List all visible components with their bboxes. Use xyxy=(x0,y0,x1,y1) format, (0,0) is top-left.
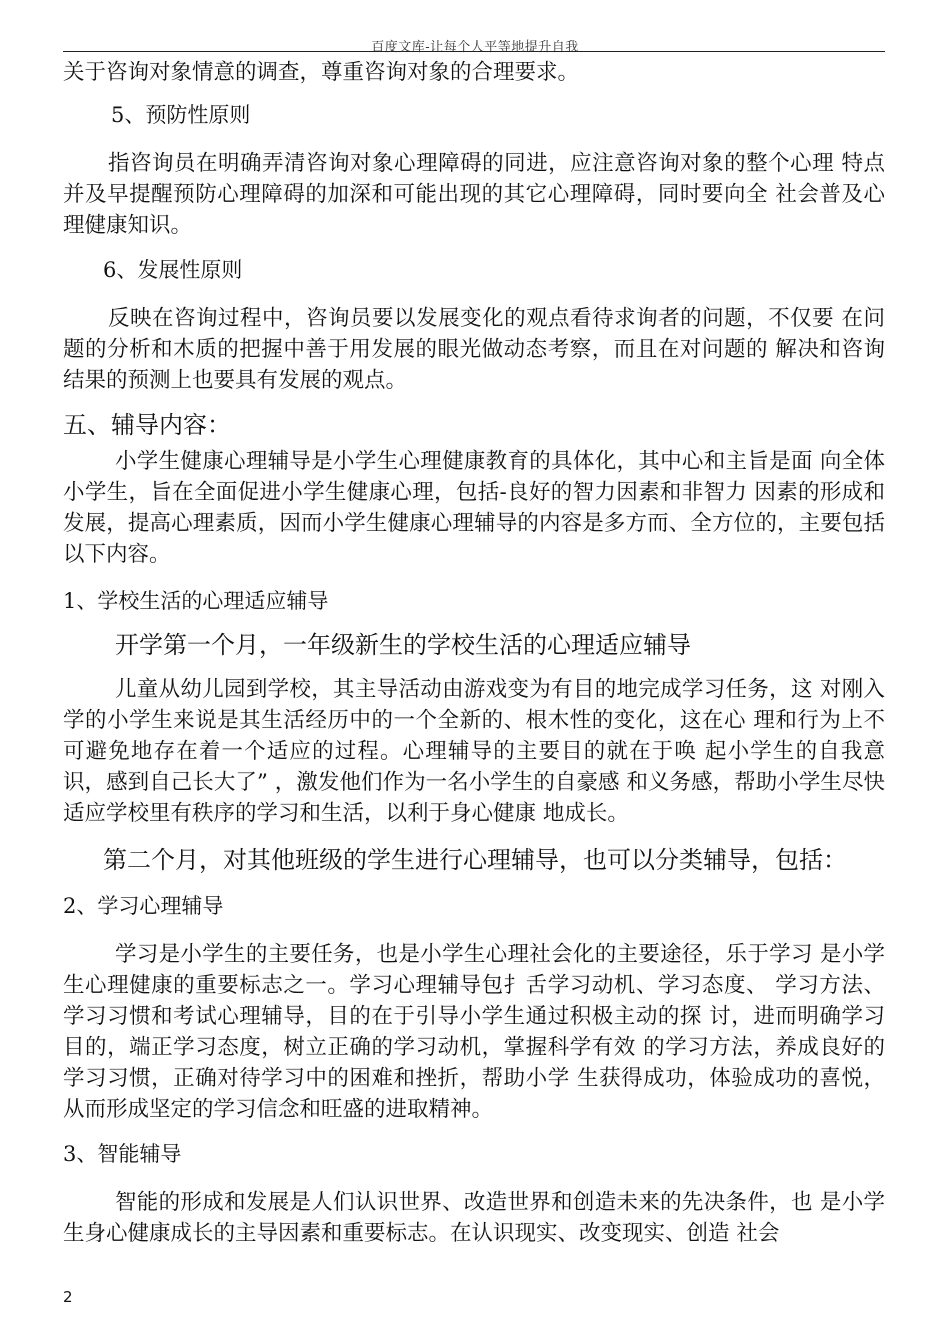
header-rule xyxy=(63,51,885,52)
page-number: 2 xyxy=(63,1288,73,1306)
heading-school-life-adaptation: 1、学校生活的心理适应辅导 xyxy=(63,589,329,613)
paragraph-intelligence-guidance: 智能的形成和发展是人们认识世界、改造世界和创造未来的先决条件，也 是小学生身心健康成长的主导因素和重要标志。在认识现实、改变现实、创造 社会 xyxy=(63,1190,885,1246)
heading-developmental-principle: 6、发展性原则 xyxy=(103,258,243,282)
paragraph-learning-guidance: 学习是小学生的主要任务，也是小学生心理社会化的主要途径，乐于学习 是小学生心理健康的重要标志之一。学习心理辅导包扌舌学习动机、学习态度、 学习方法、学习习惯和考试心理辅导，目的在于引导小学生通过积极主动的探 讨，进而明确学习目的，端正学习态度，树立正确的学习动机，掌握科学有效 的学习方法，养成良好的学习习惯，正确对待学习中的困难和挫折，帮助小学 生获得成功，体验成功的喜悦，从而形成坚定的学习信念和旺盛的进取精神。 xyxy=(63,942,885,1122)
subheading-second-month: 第二个月，对其他班级的学生进行心理辅导，也可以分类辅导，包括： xyxy=(103,846,847,874)
paragraph-developmental: 反映在咨询过程中，咨询员要以发展变化的观点看待求询者的问题，不仅要 在问题的分析和木质的把握中善于用发展的眼光做动态考察，而且在对问题的 解决和咨询结果的预测上也要具有发展的观点。 xyxy=(63,306,885,393)
page-header: 百度文库-让每个人平等地提升自我 xyxy=(371,40,579,55)
heading-preventive-principle: 5、预防性原则 xyxy=(111,103,251,127)
paragraph-guidance-intro: 小学生健康心理辅导是小学生心理健康教育的具体化，其中心和主旨是面 向全体小学生，旨在全面促进小学生健康心理，包括-良好的智力因素和非智力 因素的形成和发展，提高心理素质，因而小学生健康心理辅导的内容是多方而、全方位的，主要包括以下内容。 xyxy=(63,449,885,567)
document-body xyxy=(63,55,885,1249)
paragraph-first-month: 儿童从幼儿园到学校，其主导活动由游戏变为有目的地完成学习任务，这 对刚入学的小学生来说是其生活经历中的一个全新的、根木性的变化，这在心 理和行为上不可避免地存在着一个适应的过程。心理辅导的主要目的就在于唤 起小学生的自我意识，感到自己长大了” ，激发他们作为一名小学生的自豪感 和义务感，帮助小学生尽快适应学校里有秩序的学习和生活，以利于身心健康 地成长。 xyxy=(63,677,885,826)
paragraph-continuation: 关于咨询对象情意的调查，尊重咨询对象的合理要求。 xyxy=(63,60,580,85)
section-heading-guidance-content: 五、辅导内容： xyxy=(63,411,231,439)
heading-learning-guidance: 2、学习心理辅导 xyxy=(63,894,224,918)
paragraph-preventive: 指咨询员在明确弄清咨询对象心理障碍的同进，应注意咨询对象的整个心理 特点并及早提醒预防心理障碍的加深和可能出现的其它心理障碍，同时要向全 社会普及心理健康知识。 xyxy=(63,151,885,238)
subheading-first-month: 开学第一个月，一年级新生的学校生活的心理适应辅导 xyxy=(115,631,691,659)
heading-intelligence-guidance: 3、智能辅导 xyxy=(63,1142,182,1166)
